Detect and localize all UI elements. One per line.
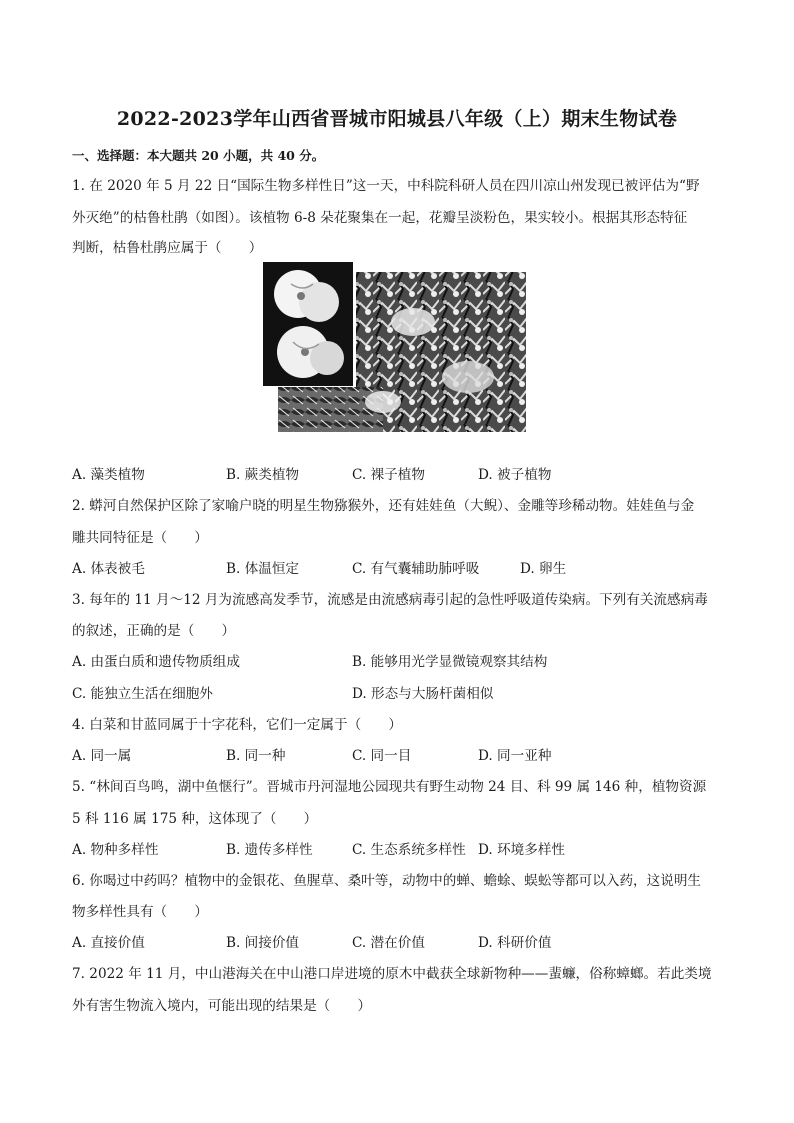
question-3-line-1: 3. 每年的 11 月～12 月为流感高发季节，流感是由流感病毒引起的急性呼吸道传染病。下列有关流感病毒 xyxy=(72,592,708,608)
question-6-option-d: D. 科研价值 xyxy=(478,935,552,951)
question-5-option-b: B. 遗传多样性 xyxy=(226,842,313,858)
question-1-option-c: C. 裸子植物 xyxy=(352,467,425,483)
question-2-line-1: 2. 蟒河自然保护区除了家喻户晓的明星生物猕猴外，还有娃娃鱼（大鲵）、金雕等珍稀动物。娃娃鱼与金 xyxy=(72,498,695,514)
question-7-line-2: 外有害生物流入境内，可能出现的结果是（ ） xyxy=(72,998,372,1014)
question-2-option-c: C. 有气囊辅助肺呼吸 xyxy=(352,561,480,577)
question-3-option-d: D. 形态与大肠杆菌相似 xyxy=(352,686,494,702)
question-2-option-d: D. 卵生 xyxy=(520,561,567,577)
question-3-line-2: 的叙述，正确的是（ ） xyxy=(72,623,236,639)
section-heading: 一、选择题：本大题共 20 小题，共 40 分。 xyxy=(72,148,325,163)
question-2-option-a: A. 体表被毛 xyxy=(72,561,145,577)
question-1-option-b: B. 蕨类植物 xyxy=(226,467,300,483)
question-1-line-1: 1. 在 2020 年 5 月 22 日“国际生物多样性日”这一天，中科院科研人员在四川凉山州发现已被评估为“野 xyxy=(72,178,700,194)
question-5-option-c: C. 生态系统多样性 xyxy=(352,842,466,858)
question-1-option-a: A. 藻类植物 xyxy=(72,467,145,483)
question-3-option-b: B. 能够用光学显微镜观察其结构 xyxy=(352,654,548,670)
question-1-option-d: D. 被子植物 xyxy=(478,467,552,483)
question-6-option-b: B. 间接价值 xyxy=(226,935,300,951)
question-4-option-a: A. 同一属 xyxy=(72,748,132,764)
question-4-option-c: C. 同一目 xyxy=(352,748,412,764)
question-4-option-d: D. 同一亚种 xyxy=(478,748,552,764)
question-6-line-1: 6. 你喝过中药吗？植物中的金银花、鱼腥草、桑叶等，动物中的蝉、蟾蜍、蜈蚣等都可以入药，这说明生 xyxy=(72,873,702,889)
question-1-line-3: 判断，枯鲁杜鹃应属于（ ） xyxy=(72,240,263,256)
question-2-line-2: 雕共同特征是（ ） xyxy=(72,530,208,546)
question-3-option-c: C. 能独立生活在细胞外 xyxy=(72,686,213,702)
question-5-option-d: D. 环境多样性 xyxy=(478,842,566,858)
question-6-option-c: C. 潜在价值 xyxy=(352,935,425,951)
question-6-option-a: A. 直接价值 xyxy=(72,935,145,951)
question-6-line-2: 物多样性具有（ ） xyxy=(72,904,208,920)
question-5-option-a: A. 物种多样性 xyxy=(72,842,159,858)
question-7-line-1: 7. 2022 年 11 月，中山港海关在中山港口岸进境的原木中截获全球新物种——蜚蠊，俗称蟑螂。若此类境 xyxy=(72,966,712,982)
question-3-option-a: A. 由蛋白质和遗传物质组成 xyxy=(72,654,240,670)
question-1-line-2: 外灭绝”的枯鲁杜鹃（如图）。该植物 6-8 朵花聚集在一起，花瓣呈淡粉色，果实较小。根据其形态特征 xyxy=(72,210,688,226)
question-5-line-1: 5. “林间百鸟鸣，湖中鱼惬行”。晋城市丹河湿地公园现共有野生动物 24 目、科 99 属 146 种，植物资源 xyxy=(72,779,707,795)
exam-title: 2022-2023学年山西省晋城市阳城县八年级（上）期末生物试卷 xyxy=(116,108,678,130)
question-2-option-b: B. 体温恒定 xyxy=(226,561,300,577)
question-5-line-2: 5 科 116 属 175 种，这体现了（ ） xyxy=(72,811,318,827)
rhododendron-photo xyxy=(263,262,526,432)
question-4-option-b: B. 同一种 xyxy=(226,748,286,764)
question-4-line-1: 4. 白菜和甘蓝同属于十字花科，它们一定属于（ ） xyxy=(72,717,402,733)
